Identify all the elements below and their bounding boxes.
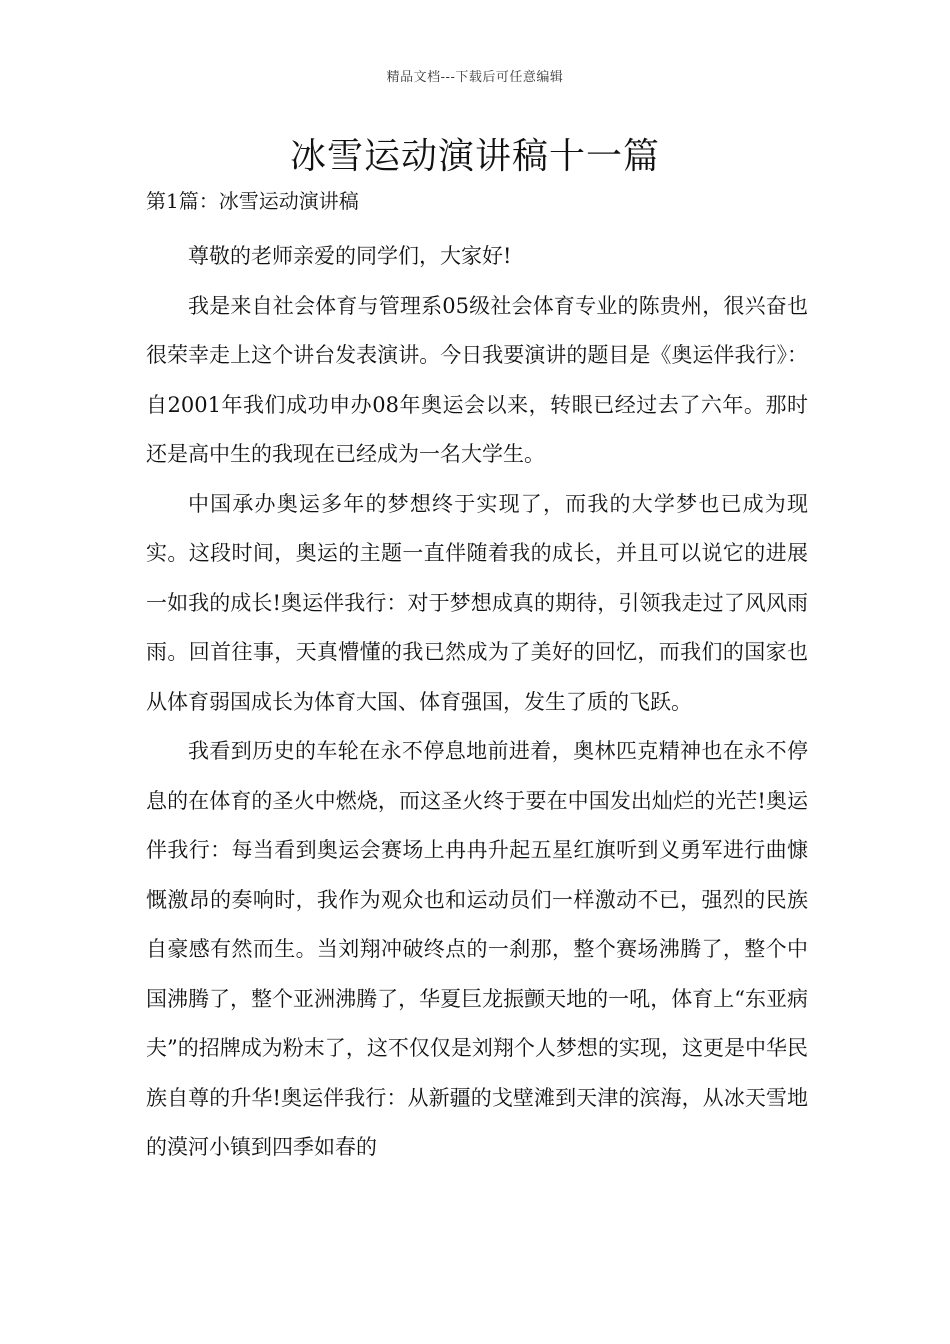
document-body bbox=[146, 184, 808, 1173]
paragraph-introduction: 我是来自社会体育与管理系05级社会体育专业的陈贵州，很兴奋也很荣幸走上这个讲台发表演讲。今日我要演讲的题目是《奥运伴我行》：自2001年我们成功申办08年奥运会以来，转眼已经过去了六年。那时还是高中生的我现在已经成为一名大学生。 bbox=[146, 293, 808, 466]
section-heading: 第1篇：冰雪运动演讲稿 bbox=[146, 189, 359, 213]
paragraph-greeting: 尊敬的老师亲爱的同学们，大家好! bbox=[188, 244, 512, 268]
document-title: 冰雪运动演讲稿十一篇 bbox=[289, 136, 660, 177]
paragraph-dream: 中国承办奥运多年的梦想终于实现了，而我的大学梦也已成为现实。这段时间，奥运的主题一直伴随着我的成长，并且可以说它的进展一如我的成长!奥运伴我行：对于梦想成真的期待，引领我走过了风风雨雨。回首往事，天真懵懂的我已然成为了美好的回忆，而我们的国家也从体育弱国成长为体育大国、体育强国，发生了质的飞跃。 bbox=[146, 491, 808, 714]
page-header-note: 精品文档---下载后可任意编辑 bbox=[386, 70, 564, 85]
paragraph-olympic-spirit: 我看到历史的车轮在永不停息地前进着，奥林匹克精神也在永不停息的在体育的圣火中燃烧，而这圣火终于要在中国发出灿烂的光芒!奥运伴我行：每当看到奥运会赛场上冉冉升起五星红旗听到义勇军进行曲慷慨激昂的奏响时，我作为观众也和运动员们一样激动不已，强烈的民族自豪感有然而生。当刘翔冲破终点的一刹那，整个赛场沸腾了，整个中国沸腾了，整个亚洲沸腾了，华夏巨龙振颤天地的一吼，体育上“东亚病夫”的招牌成为粉末了，这不仅仅是刘翔个人梦想的实现，这更是中华民族自尊的升华!奥运伴我行：从新疆的戈壁滩到天津的滨海，从冰天雪地的漠河小镇到四季如春的 bbox=[146, 739, 808, 1159]
